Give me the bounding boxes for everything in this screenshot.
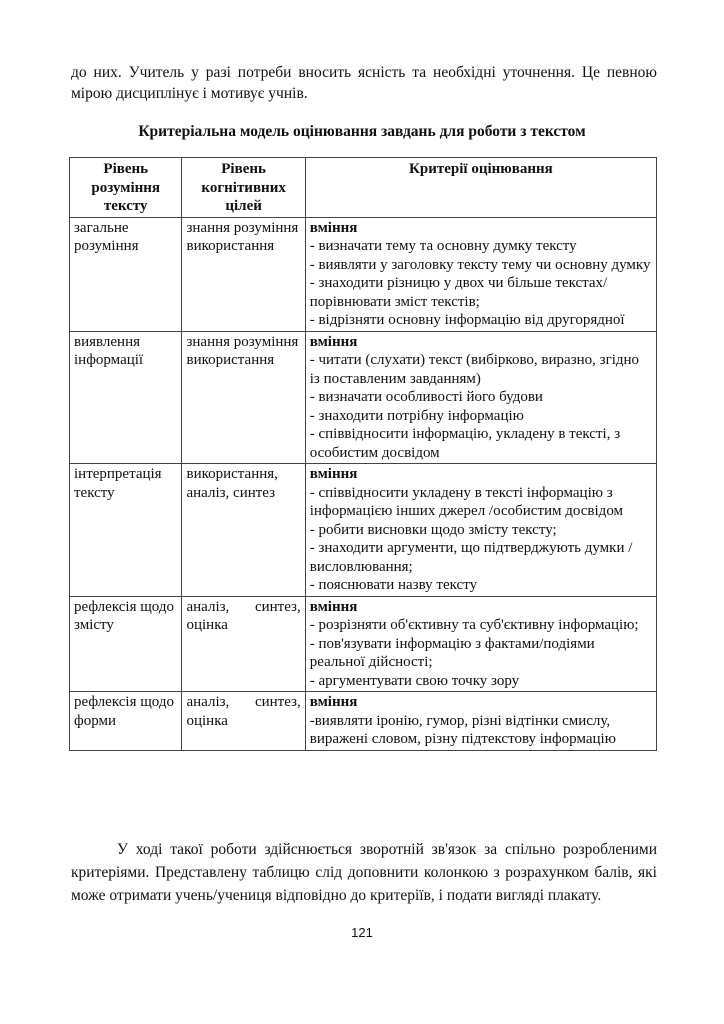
- skill-item: - співвідносити укладену в тексті інформацію з інформацією інших джерел /особистим досвідом: [309, 484, 624, 519]
- cell-level: рефлексія щодо форми: [70, 692, 182, 751]
- skill-item: - співвідносити інформацію, укладену в тексті, з особистим досвідом: [309, 426, 621, 461]
- header-criteria: Критерії оцінювання: [305, 158, 656, 218]
- table-row: [70, 217, 657, 331]
- skills-heading: вміння: [309, 694, 358, 710]
- cell-criteria: [305, 331, 656, 464]
- skill-item: - визначати тему та основну думку тексту: [309, 238, 577, 254]
- skills-heading: вміння: [309, 333, 358, 350]
- criteria-table: [69, 157, 657, 751]
- skill-item: - аргументувати свою точку зору: [309, 672, 520, 689]
- skill-item: - пояснювати назву тексту: [309, 577, 478, 593]
- skill-item: - читати (слухати) текст (вибірково, виразно, згідно із поставленим завданням): [309, 352, 640, 387]
- cell-goals: знання розуміння використання: [182, 217, 305, 331]
- skill-item: - знаходити різницю у двох чи більше текстах/порівнювати зміст текстів;: [309, 275, 608, 310]
- cell-goals: використання, аналіз, синтез: [182, 464, 305, 597]
- cell-level: виявлення інформації: [70, 331, 182, 464]
- table-row: [70, 331, 657, 464]
- cell-criteria: [305, 464, 656, 597]
- cell-level: загальне розуміння: [70, 217, 182, 331]
- skills-heading: вміння: [309, 219, 358, 236]
- cell-level: рефлексія щодо змісту: [70, 596, 182, 692]
- cell-level: інтерпретація тексту: [70, 464, 182, 597]
- skill-item: - розрізняти об'єктивну та суб'єктивну інформацію;: [309, 617, 639, 633]
- outro-paragraph: У ході такої роботи здійснюється зворотній зв'язок за спільно розробленими критеріями. Представлену таблицю слід доповнити колонкою з розрахунком балів, які може отримати учень/учениця відповідно до критеріїв, і подати вигляді плакату.: [71, 841, 657, 904]
- skill-item: - пов'язувати інформацію з фактами/подіями реальної дійсності;: [309, 635, 595, 670]
- table-title: Критеріальна модель оцінювання завдань для роботи з текстом: [138, 123, 586, 140]
- cell-goals: аналіз, синтез, оцінка: [182, 692, 305, 751]
- skill-item: - виявляти у заголовку тексту тему чи основну думку: [309, 256, 651, 273]
- skill-item: - робити висновки щодо змісту тексту;: [309, 521, 557, 538]
- intro-paragraph: до них. Учитель у разі потреби вносить ясність та необхідні уточнення. Це певною мірою дисциплінує і мотивує учнів.: [71, 64, 657, 102]
- table-row: [70, 692, 657, 751]
- header-level: Рівень розуміння тексту: [70, 158, 182, 218]
- header-goals: Рівень когнітивних цілей: [182, 158, 305, 218]
- table-row: [70, 464, 657, 597]
- cell-goals: аналіз, синтез, оцінка: [182, 596, 305, 692]
- table-row: [70, 596, 657, 692]
- skill-item: - знаходити аргументи, що підтверджують думки / висловлювання;: [309, 540, 633, 575]
- skills-heading: вміння: [309, 466, 358, 482]
- skill-item: -виявляти іронію, гумор, різні відтінки смислу, виражені словом, різну підтекстову інформацію: [309, 712, 616, 747]
- cell-criteria: [305, 217, 656, 331]
- skill-item: - визначати особливості його будови: [309, 389, 543, 405]
- cell-criteria: [305, 692, 656, 751]
- skills-heading: вміння: [309, 598, 358, 615]
- page-number: 121: [351, 925, 373, 940]
- skill-item: - відрізняти основну інформацію від другорядної: [309, 312, 625, 328]
- cell-criteria: [305, 596, 656, 692]
- skill-item: - знаходити потрібну інформацію: [309, 407, 524, 424]
- cell-goals: знання розуміння використання: [182, 331, 305, 464]
- table-header-row: [70, 158, 657, 218]
